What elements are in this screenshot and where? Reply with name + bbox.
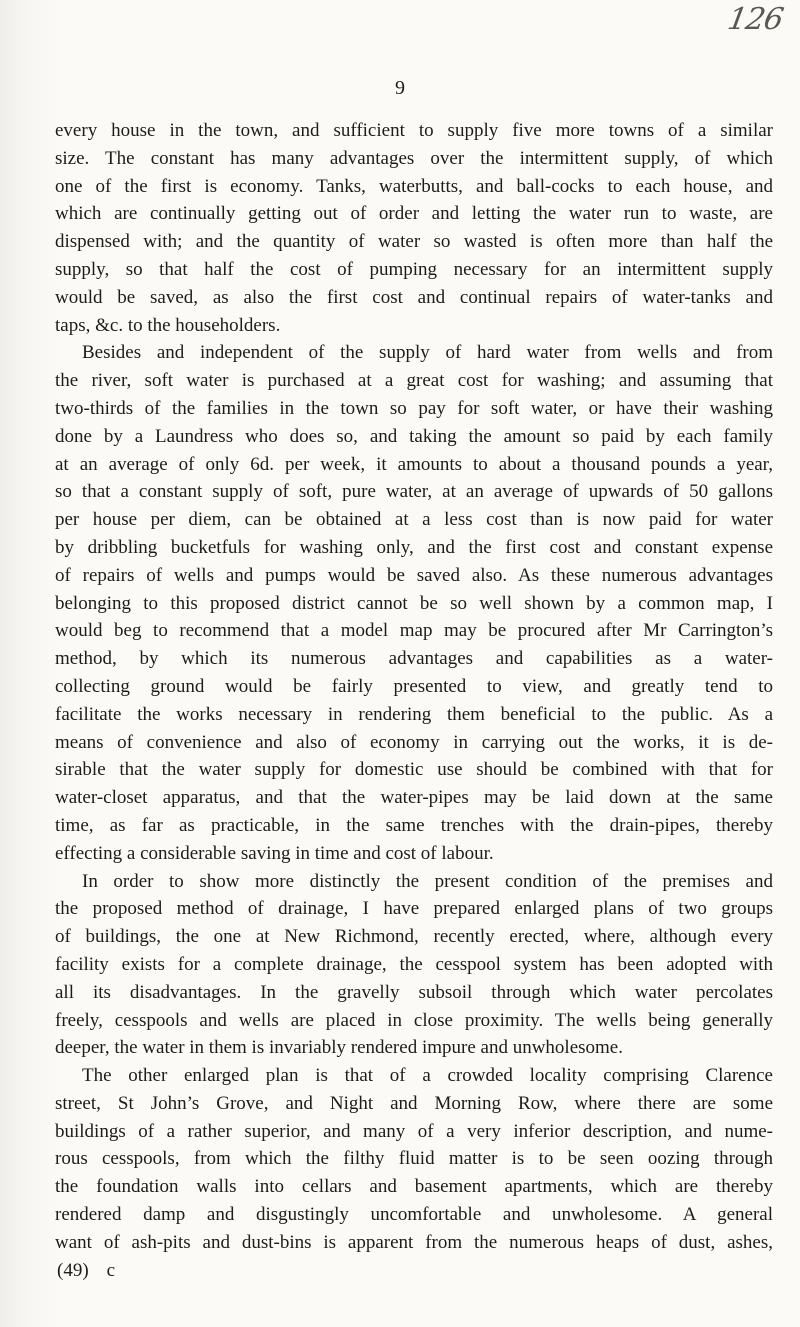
text-line: street, St John’s Grove, and Night and Morning Row, where there are some (55, 1092, 773, 1114)
text-line: water-closet apparatus, and that the water-pipes may be laid down at the same (55, 787, 773, 809)
text-line: two-thirds of the families in the town so pay for soft water, or have their washing (55, 397, 773, 419)
text-line: In order to show more distinctly the present condition of the premises and (82, 870, 773, 892)
text-line: so that a constant supply of soft, pure water, at an average of upwards of 50 gallons (55, 481, 773, 503)
text-line: would be saved, as also the first cost and continual repairs of water-tanks and (55, 286, 773, 308)
text-line: which are continually getting out of order and letting the water run to waste, are (55, 203, 773, 225)
signature-number: (49) (57, 1259, 89, 1281)
signature-mark (55, 1257, 773, 1285)
text-line: facilitate the works necessary in rendering them beneficial to the public. As a (55, 703, 773, 725)
text-line: supply, so that half the cost of pumping necessary for an intermittent supply (55, 258, 773, 280)
text-line: Besides and independent of the supply of hard water from wells and from (82, 342, 773, 364)
text-line: deeper, the water in them is invariably rendered impure and unwholesome. (55, 1037, 623, 1059)
text-line: dispensed with; and the quantity of water so wasted is often more than half the (55, 231, 773, 253)
body-text (55, 117, 773, 1284)
text-line: would beg to recommend that a model map may be procured after Mr Carrington’s (55, 620, 773, 642)
text-line: freely, cesspools and wells are placed in close proximity. The wells being generally (55, 1009, 773, 1031)
text-line: at an average of only 6d. per week, it amounts to about a thousand pounds a year, (55, 453, 773, 475)
text-line: of repairs of wells and pumps would be saved also. As these numerous advantages (55, 564, 773, 586)
text-line: by dribbling bucketfuls for washing only, and the first cost and constant expense (55, 536, 773, 558)
text-line: the river, soft water is purchased at a great cost for washing; and assuming that (55, 370, 773, 392)
text-line: rendered damp and disgustingly uncomfortable and unwholesome. A general (55, 1204, 773, 1226)
text-line: done by a Laundress who does so, and taking the amount so paid by each family (55, 425, 773, 447)
text-line: size. The constant has many advantages over the intermittent supply, of which (55, 147, 773, 169)
text-line: the foundation walls into cellars and basement apartments, which are thereby (55, 1176, 773, 1198)
text-line: time, as far as practicable, in the same trenches with the drain-pipes, thereby (55, 814, 773, 836)
text-line: rous cesspools, from which the filthy fluid matter is to be seen oozing through (55, 1148, 773, 1170)
text-line: every house in the town, and sufficient to supply five more towns of a similar (55, 120, 773, 141)
text-line: belonging to this proposed district cannot be so well shown by a common map, I (55, 592, 773, 614)
text-line: sirable that the water supply for domestic use should be combined with that for (55, 759, 773, 781)
signature-letter: c (106, 1259, 116, 1281)
text-line: method, by which its numerous advantages and capabilities as a water- (55, 648, 773, 670)
text-line: one of the first is economy. Tanks, waterbutts, and ball-cocks to each house, and (55, 175, 773, 197)
text-line: facility exists for a complete drainage, the cesspool system has been adopted with (55, 953, 773, 975)
text-line: The other enlarged plan is that of a crowded locality comprising Clarence (82, 1065, 773, 1087)
text-line: collecting ground would be fairly presented to view, and greatly tend to (55, 675, 773, 697)
text-line: per house per diem, can be obtained at a less cost than is now paid for water (55, 509, 773, 531)
text-line: want of ash-pits and dust-bins is apparent from the numerous heaps of dust, ashes, (55, 1231, 773, 1253)
handwritten-page-note: 126 (724, 2, 786, 37)
text-line: buildings of a rather superior, and many of a very inferior description, and nume- (55, 1120, 773, 1142)
page-number: 9 (395, 77, 405, 99)
text-line: means of convenience and also of economy in carrying out the works, it is de- (55, 731, 773, 753)
text-line: effecting a considerable saving in time and cost of labour. (55, 842, 494, 864)
text-line: of buildings, the one at New Richmond, recently erected, where, although every (55, 926, 773, 948)
text-line: taps, &c. to the householders. (55, 314, 281, 336)
text-line: the proposed method of drainage, I have prepared enlarged plans of two groups (55, 898, 773, 920)
text-line: all its disadvantages. In the gravelly subsoil through which water percolates (55, 981, 773, 1003)
